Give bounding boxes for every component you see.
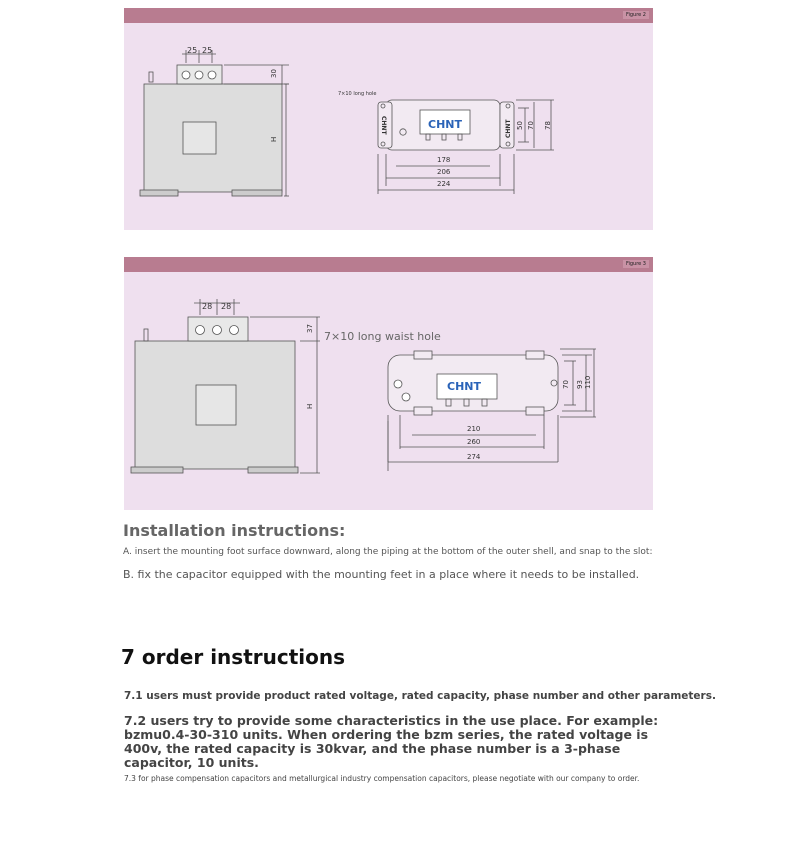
figure-tag: Figure 2 [623,11,649,19]
dim-plan-bottom-3: 224 [437,180,451,188]
dim-plan-right-3: 78 [544,121,552,130]
dim-plan-bottom-2: 260 [467,438,481,446]
side-brand-right: CHNT [505,119,512,138]
dim-h: H [270,136,278,142]
dim-plan-right-1: 70 [562,380,570,389]
capacitor-window [183,122,216,154]
dim-plan-right-2: 70 [527,121,535,130]
hole-label: 7×10 long waist hole [324,330,441,343]
dim-side-top: 30 [270,69,278,78]
dim-plan-right-2: 93 [576,380,584,389]
side-brand-left: CHNT [380,116,387,135]
dim-top-1: 28 [202,302,213,311]
figure-3-panel [124,257,653,510]
installation-step-b: B. fix the capacitor equipped with the mounting feet in a place where it needs to be installed. [123,568,640,581]
dim-plan-bottom-1: 178 [437,156,451,164]
installation-step-a: A. insert the mounting foot surface downward, along the piping at the bottom of the outer shell, and snap to the slot: [123,547,653,557]
order-instructions-title: 7 order instructions [121,645,346,669]
hole-label: 7×10 long hole [338,91,377,97]
capacitor-drawing-figure-2 [124,8,653,230]
capacitor-window [196,385,236,425]
dim-plan-right-1: 50 [516,121,524,130]
order-item-7-2: 7.2 users try to provide some characteristics in the use place. For example: bzmu0.4-30-310 units. When ordering the bzm series, the rated voltage is 400v, the rated capacity is 30kvar, and the phase number is a 3-phase capacitor, 10 units. [124,713,659,770]
order-item-7-1: 7.1 users must provide product rated voltage, rated capacity, phase number and other parameters. [124,690,716,702]
figure-2-panel [124,8,653,230]
dim-side-top: 37 [306,324,314,333]
dim-plan-right-3: 110 [584,375,592,389]
dim-top-2: 28 [221,302,232,311]
dim-plan-bottom-1: 210 [467,425,481,433]
brand-logo: CHNT [447,380,481,393]
brand-logo: CHNT [428,118,462,131]
dim-h: H [306,403,314,409]
figure-tag: Figure 3 [623,260,649,268]
dim-plan-bottom-2: 206 [437,168,451,176]
capacitor-drawing-figure-3 [124,257,653,510]
dim-top-2: 25 [202,46,213,55]
installation-title: Installation instructions: [123,521,346,540]
dim-top-1: 25 [187,46,198,55]
order-item-7-3: 7.3 for phase compensation capacitors and metallurgical industry compensation capacitors, please negotiate with our company to order. [124,774,640,783]
dim-plan-bottom-3: 274 [467,453,481,461]
